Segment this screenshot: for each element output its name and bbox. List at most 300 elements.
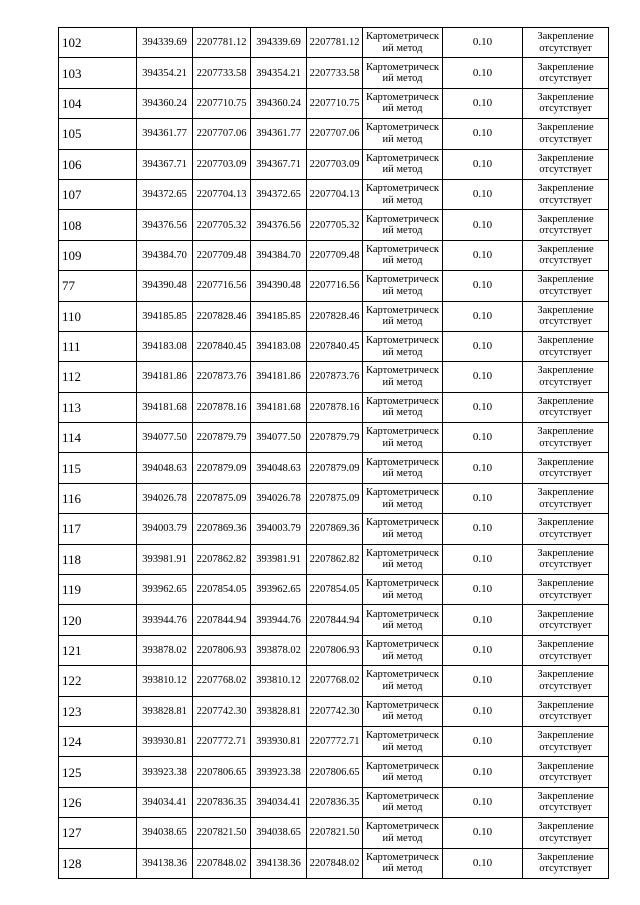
method-text-line1: Картометрическ <box>366 91 439 103</box>
fixation-cell <box>523 119 609 149</box>
fixation-cell <box>523 575 609 605</box>
fixation-text-line1: Закрепление <box>537 547 594 559</box>
x-coordinate-new-cell: 394026.78 <box>251 483 307 513</box>
method-cell <box>363 605 443 635</box>
table-row <box>59 331 609 361</box>
method-text-line2: ий метод <box>382 680 423 692</box>
point-number-cell: 113 <box>59 392 137 422</box>
x-coordinate-cell: 393930.81 <box>137 726 193 756</box>
fixation-cell <box>523 818 609 848</box>
method-cell <box>363 483 443 513</box>
accuracy-cell: 0.10 <box>443 210 523 240</box>
table-row <box>59 818 609 848</box>
y-coordinate-new-cell: 2207768.02 <box>307 666 363 696</box>
point-number-cell: 118 <box>59 544 137 574</box>
x-coordinate-cell: 393981.91 <box>137 544 193 574</box>
y-coordinate-new-cell: 2207875.09 <box>307 483 363 513</box>
accuracy-cell: 0.10 <box>443 605 523 635</box>
fixation-cell <box>523 423 609 453</box>
fixation-cell <box>523 787 609 817</box>
y-coordinate-cell: 2207836.35 <box>193 787 251 817</box>
method-text-line2: ий метод <box>382 437 423 449</box>
method-text-line2: ий метод <box>382 225 423 237</box>
method-cell <box>363 544 443 574</box>
method-text-line2: ий метод <box>382 468 423 480</box>
x-coordinate-cell: 393923.38 <box>137 757 193 787</box>
method-text-line1: Картометрическ <box>366 578 439 590</box>
method-text-line2: ий метод <box>382 42 423 54</box>
y-coordinate-cell: 2207768.02 <box>193 666 251 696</box>
y-coordinate-cell: 2207869.36 <box>193 514 251 544</box>
table-row <box>59 483 609 513</box>
accuracy-cell: 0.10 <box>443 848 523 878</box>
method-text-line1: Картометрическ <box>366 152 439 164</box>
method-text-line2: ий метод <box>382 164 423 176</box>
y-coordinate-new-cell: 2207828.46 <box>307 301 363 331</box>
fixation-text-line2: отсутствует <box>539 316 592 328</box>
y-coordinate-new-cell: 2207705.32 <box>307 210 363 240</box>
accuracy-cell: 0.10 <box>443 635 523 665</box>
fixation-text-line2: отсутствует <box>539 589 592 601</box>
x-coordinate-new-cell: 394138.36 <box>251 848 307 878</box>
method-text-line1: Картометрическ <box>366 790 439 802</box>
method-text-line1: Картометрическ <box>366 608 439 620</box>
y-coordinate-new-cell: 2207733.58 <box>307 58 363 88</box>
fixation-cell <box>523 149 609 179</box>
point-number-cell: 123 <box>59 696 137 726</box>
fixation-text-line1: Закрепление <box>537 426 594 438</box>
y-coordinate-cell: 2207733.58 <box>193 58 251 88</box>
point-number-cell: 124 <box>59 726 137 756</box>
x-coordinate-new-cell: 394038.65 <box>251 818 307 848</box>
y-coordinate-new-cell: 2207854.05 <box>307 575 363 605</box>
point-number-cell: 106 <box>59 149 137 179</box>
table-row <box>59 453 609 483</box>
x-coordinate-cell: 394003.79 <box>137 514 193 544</box>
accuracy-cell: 0.10 <box>443 331 523 361</box>
fixation-text-line1: Закрепление <box>537 213 594 225</box>
fixation-cell <box>523 392 609 422</box>
fixation-cell <box>523 635 609 665</box>
x-coordinate-new-cell: 394181.86 <box>251 362 307 392</box>
accuracy-cell: 0.10 <box>443 271 523 301</box>
method-cell <box>363 210 443 240</box>
y-coordinate-new-cell: 2207704.13 <box>307 179 363 209</box>
fixation-text-line2: отсутствует <box>539 832 592 844</box>
method-text-line1: Картометрическ <box>366 304 439 316</box>
method-text-line2: ий метод <box>382 559 423 571</box>
point-number-cell: 104 <box>59 88 137 118</box>
table-body <box>59 28 609 879</box>
method-text-line2: ий метод <box>382 498 423 510</box>
y-coordinate-cell: 2207844.94 <box>193 605 251 635</box>
x-coordinate-cell: 394367.71 <box>137 149 193 179</box>
fixation-cell <box>523 88 609 118</box>
y-coordinate-new-cell: 2207772.71 <box>307 726 363 756</box>
fixation-text-line1: Закрепление <box>537 517 594 529</box>
point-number-cell: 102 <box>59 28 137 58</box>
fixation-text-line2: отсутствует <box>539 802 592 814</box>
y-coordinate-new-cell: 2207821.50 <box>307 818 363 848</box>
method-cell <box>363 88 443 118</box>
fixation-cell <box>523 726 609 756</box>
point-number-cell: 127 <box>59 818 137 848</box>
point-number-cell: 128 <box>59 848 137 878</box>
fixation-text-line1: Закрепление <box>537 669 594 681</box>
method-cell <box>363 271 443 301</box>
table-row <box>59 210 609 240</box>
table-row <box>59 28 609 58</box>
accuracy-cell: 0.10 <box>443 453 523 483</box>
table-row <box>59 240 609 270</box>
y-coordinate-new-cell: 2207709.48 <box>307 240 363 270</box>
fixation-text-line1: Закрепление <box>537 122 594 134</box>
y-coordinate-new-cell: 2207716.56 <box>307 271 363 301</box>
method-cell <box>363 726 443 756</box>
point-number-cell: 122 <box>59 666 137 696</box>
x-coordinate-new-cell: 394339.69 <box>251 28 307 58</box>
accuracy-cell: 0.10 <box>443 757 523 787</box>
fixation-text-line2: отсутствует <box>539 680 592 692</box>
y-coordinate-cell: 2207716.56 <box>193 271 251 301</box>
fixation-cell <box>523 666 609 696</box>
table-row <box>59 301 609 331</box>
y-coordinate-new-cell: 2207806.65 <box>307 757 363 787</box>
point-number-cell: 116 <box>59 483 137 513</box>
table-row <box>59 787 609 817</box>
method-text-line1: Картометрическ <box>366 517 439 529</box>
accuracy-cell: 0.10 <box>443 818 523 848</box>
accuracy-cell: 0.10 <box>443 301 523 331</box>
table-row <box>59 88 609 118</box>
point-number-cell: 117 <box>59 514 137 544</box>
table-row <box>59 605 609 635</box>
method-text-line1: Картометрическ <box>366 213 439 225</box>
method-text-line1: Картометрическ <box>366 639 439 650</box>
fixation-text-line2: отсутствует <box>539 772 592 784</box>
fixation-text-line2: отсутствует <box>539 133 592 145</box>
fixation-text-line2: отсутствует <box>539 285 592 297</box>
fixation-text-line2: отсутствует <box>539 711 592 723</box>
fixation-text-line2: отсутствует <box>539 255 592 267</box>
y-coordinate-cell: 2207848.02 <box>193 848 251 878</box>
method-cell <box>363 575 443 605</box>
table-row <box>59 666 609 696</box>
method-cell <box>363 848 443 878</box>
y-coordinate-cell: 2207707.06 <box>193 119 251 149</box>
fixation-text-line1: Закрепление <box>537 790 594 802</box>
x-coordinate-cell: 394026.78 <box>137 483 193 513</box>
x-coordinate-new-cell: 394077.50 <box>251 423 307 453</box>
y-coordinate-new-cell: 2207862.82 <box>307 544 363 574</box>
method-text-line2: ий метод <box>382 589 423 601</box>
method-text-line2: ий метод <box>382 802 423 814</box>
point-number-cell: 108 <box>59 210 137 240</box>
accuracy-cell: 0.10 <box>443 240 523 270</box>
table-row <box>59 423 609 453</box>
method-text-line1: Картометрическ <box>366 669 439 681</box>
y-coordinate-cell: 2207772.71 <box>193 726 251 756</box>
y-coordinate-cell: 2207704.13 <box>193 179 251 209</box>
table-row <box>59 726 609 756</box>
accuracy-cell: 0.10 <box>443 575 523 605</box>
fixation-text-line1: Закрепление <box>537 365 594 377</box>
method-text-line2: ий метод <box>382 194 423 206</box>
fixation-cell <box>523 301 609 331</box>
method-text-line1: Картометрическ <box>366 699 439 711</box>
table-row <box>59 544 609 574</box>
method-text-line2: ий метод <box>382 863 423 875</box>
y-coordinate-cell: 2207828.46 <box>193 301 251 331</box>
accuracy-cell: 0.10 <box>443 149 523 179</box>
fixation-text-line2: отсутствует <box>539 407 592 419</box>
method-cell <box>363 179 443 209</box>
method-text-line2: ий метод <box>382 832 423 844</box>
y-coordinate-new-cell: 2207742.30 <box>307 696 363 726</box>
y-coordinate-new-cell: 2207781.12 <box>307 28 363 58</box>
method-cell <box>363 392 443 422</box>
fixation-text-line2: отсутствует <box>539 528 592 540</box>
method-text-line1: Картометрическ <box>366 365 439 377</box>
fixation-text-line1: Закрепление <box>537 61 594 73</box>
y-coordinate-cell: 2207879.79 <box>193 423 251 453</box>
x-coordinate-new-cell: 394361.77 <box>251 119 307 149</box>
accuracy-cell: 0.10 <box>443 179 523 209</box>
method-cell <box>363 787 443 817</box>
fixation-text-line2: отсутствует <box>539 376 592 388</box>
y-coordinate-cell: 2207742.30 <box>193 696 251 726</box>
y-coordinate-cell: 2207709.48 <box>193 240 251 270</box>
y-coordinate-new-cell: 2207869.36 <box>307 514 363 544</box>
fixation-text-line2: отсутствует <box>539 164 592 176</box>
method-cell <box>363 696 443 726</box>
method-cell <box>363 453 443 483</box>
x-coordinate-new-cell: 393981.91 <box>251 544 307 574</box>
x-coordinate-cell: 394034.41 <box>137 787 193 817</box>
fixation-text-line2: отсутствует <box>539 73 592 85</box>
fixation-text-line2: отсутствует <box>539 194 592 206</box>
accuracy-cell: 0.10 <box>443 392 523 422</box>
table-row <box>59 392 609 422</box>
accuracy-cell: 0.10 <box>443 514 523 544</box>
table-row <box>59 271 609 301</box>
method-cell <box>363 301 443 331</box>
x-coordinate-new-cell: 393962.65 <box>251 575 307 605</box>
method-text-line2: ий метод <box>382 650 423 662</box>
method-cell <box>363 58 443 88</box>
y-coordinate-new-cell: 2207879.09 <box>307 453 363 483</box>
fixation-text-line2: отсутствует <box>539 650 592 662</box>
method-text-line2: ий метод <box>382 285 423 297</box>
y-coordinate-cell: 2207821.50 <box>193 818 251 848</box>
accuracy-cell: 0.10 <box>443 666 523 696</box>
x-coordinate-new-cell: 394390.48 <box>251 271 307 301</box>
x-coordinate-new-cell: 393810.12 <box>251 666 307 696</box>
method-text-line2: ий метод <box>382 620 423 632</box>
table-row <box>59 179 609 209</box>
table-row <box>59 514 609 544</box>
y-coordinate-cell: 2207806.93 <box>193 635 251 665</box>
fixation-text-line1: Закрепление <box>537 578 594 590</box>
accuracy-cell: 0.10 <box>443 362 523 392</box>
fixation-text-line2: отсутствует <box>539 225 592 237</box>
point-number-cell: 115 <box>59 453 137 483</box>
point-number-cell: 126 <box>59 787 137 817</box>
method-text-line2: ий метод <box>382 255 423 267</box>
method-text-line1: Картометрическ <box>366 274 439 286</box>
method-text-line2: ий метод <box>382 346 423 358</box>
method-cell <box>363 514 443 544</box>
x-coordinate-new-cell: 394360.24 <box>251 88 307 118</box>
x-coordinate-new-cell: 393923.38 <box>251 757 307 787</box>
fixation-text-line2: отсутствует <box>539 346 592 358</box>
y-coordinate-new-cell: 2207879.79 <box>307 423 363 453</box>
fixation-text-line1: Закрепление <box>537 243 594 255</box>
fixation-text-line2: отсутствует <box>539 741 592 753</box>
x-coordinate-cell: 394181.68 <box>137 392 193 422</box>
point-number-cell: 112 <box>59 362 137 392</box>
accuracy-cell: 0.10 <box>443 544 523 574</box>
x-coordinate-cell: 394038.65 <box>137 818 193 848</box>
fixation-cell <box>523 58 609 88</box>
method-text-line2: ий метод <box>382 73 423 85</box>
x-coordinate-cell: 394077.50 <box>137 423 193 453</box>
x-coordinate-new-cell: 393828.81 <box>251 696 307 726</box>
method-text-line1: Картометрическ <box>366 851 439 863</box>
fixation-cell <box>523 210 609 240</box>
x-coordinate-cell: 394185.85 <box>137 301 193 331</box>
method-text-line1: Картометрическ <box>366 760 439 772</box>
x-coordinate-cell: 394360.24 <box>137 88 193 118</box>
x-coordinate-cell: 394354.21 <box>137 58 193 88</box>
x-coordinate-cell: 394372.65 <box>137 179 193 209</box>
y-coordinate-new-cell: 2207806.93 <box>307 635 363 665</box>
y-coordinate-cell: 2207879.09 <box>193 453 251 483</box>
accuracy-cell: 0.10 <box>443 58 523 88</box>
method-text-line1: Картометрическ <box>366 31 439 43</box>
fixation-text-line1: Закрепление <box>537 395 594 407</box>
point-number-cell: 107 <box>59 179 137 209</box>
fixation-text-line1: Закрепление <box>537 304 594 316</box>
method-text-line1: Картометрическ <box>366 426 439 438</box>
table-row <box>59 58 609 88</box>
point-number-cell: 109 <box>59 240 137 270</box>
y-coordinate-cell: 2207840.45 <box>193 331 251 361</box>
fixation-text-line1: Закрепление <box>537 487 594 499</box>
fixation-text-line1: Закрепление <box>537 31 594 43</box>
y-coordinate-cell: 2207875.09 <box>193 483 251 513</box>
method-text-line1: Картометрическ <box>366 456 439 468</box>
fixation-text-line1: Закрепление <box>537 608 594 620</box>
point-number-cell: 103 <box>59 58 137 88</box>
x-coordinate-cell: 393878.02 <box>137 635 193 665</box>
accuracy-cell: 0.10 <box>443 28 523 58</box>
method-cell <box>363 666 443 696</box>
method-cell <box>363 757 443 787</box>
fixation-text-line1: Закрепление <box>537 183 594 195</box>
point-number-cell: 105 <box>59 119 137 149</box>
method-cell <box>363 635 443 665</box>
fixation-cell <box>523 696 609 726</box>
x-coordinate-new-cell: 393930.81 <box>251 726 307 756</box>
fixation-text-line2: отсутствует <box>539 468 592 480</box>
method-text-line2: ий метод <box>382 376 423 388</box>
accuracy-cell: 0.10 <box>443 119 523 149</box>
table-row <box>59 696 609 726</box>
table-row <box>59 848 609 878</box>
x-coordinate-cell: 393944.76 <box>137 605 193 635</box>
x-coordinate-new-cell: 394181.68 <box>251 392 307 422</box>
y-coordinate-new-cell: 2207836.35 <box>307 787 363 817</box>
accuracy-cell: 0.10 <box>443 483 523 513</box>
fixation-cell <box>523 453 609 483</box>
method-text-line1: Картометрическ <box>366 243 439 255</box>
method-text-line2: ий метод <box>382 103 423 115</box>
table-row <box>59 575 609 605</box>
x-coordinate-new-cell: 394183.08 <box>251 331 307 361</box>
fixation-cell <box>523 605 609 635</box>
fixation-cell <box>523 331 609 361</box>
x-coordinate-cell: 394390.48 <box>137 271 193 301</box>
fixation-text-line2: отсутствует <box>539 620 592 632</box>
y-coordinate-cell: 2207854.05 <box>193 575 251 605</box>
accuracy-cell: 0.10 <box>443 696 523 726</box>
method-cell <box>363 119 443 149</box>
y-coordinate-new-cell: 2207878.16 <box>307 392 363 422</box>
method-text-line2: ий метод <box>382 741 423 753</box>
x-coordinate-new-cell: 394185.85 <box>251 301 307 331</box>
y-coordinate-cell: 2207873.76 <box>193 362 251 392</box>
x-coordinate-new-cell: 394048.63 <box>251 453 307 483</box>
accuracy-cell: 0.10 <box>443 787 523 817</box>
fixation-text-line1: Закрепление <box>537 699 594 711</box>
method-text-line2: ий метод <box>382 711 423 723</box>
fixation-text-line1: Закрепление <box>537 335 594 347</box>
x-coordinate-cell: 394384.70 <box>137 240 193 270</box>
point-number-cell: 121 <box>59 635 137 665</box>
x-coordinate-cell: 394339.69 <box>137 28 193 58</box>
y-coordinate-cell: 2207862.82 <box>193 544 251 574</box>
point-number-cell: 77 <box>59 271 137 301</box>
x-coordinate-new-cell: 393944.76 <box>251 605 307 635</box>
x-coordinate-new-cell: 394384.70 <box>251 240 307 270</box>
x-coordinate-cell: 394183.08 <box>137 331 193 361</box>
method-text-line1: Картометрическ <box>366 122 439 134</box>
x-coordinate-cell: 394361.77 <box>137 119 193 149</box>
table-row <box>59 362 609 392</box>
method-text-line1: Картометрическ <box>366 487 439 499</box>
method-cell <box>363 331 443 361</box>
point-number-cell: 114 <box>59 423 137 453</box>
x-coordinate-cell: 393828.81 <box>137 696 193 726</box>
fixation-cell <box>523 362 609 392</box>
table-row <box>59 149 609 179</box>
coordinates-table <box>58 27 609 879</box>
method-cell <box>363 423 443 453</box>
method-text-line1: Картометрическ <box>366 821 439 833</box>
x-coordinate-new-cell: 394367.71 <box>251 149 307 179</box>
x-coordinate-new-cell: 394372.65 <box>251 179 307 209</box>
method-text-line2: ий метод <box>382 133 423 145</box>
method-text-line2: ий метод <box>382 772 423 784</box>
table-row <box>59 635 609 665</box>
method-text-line1: Картометрическ <box>366 547 439 559</box>
fixation-text-line1: Закрепление <box>537 639 594 650</box>
point-number-cell: 125 <box>59 757 137 787</box>
fixation-text-line1: Закрепление <box>537 760 594 772</box>
table-row <box>59 757 609 787</box>
x-coordinate-cell: 394376.56 <box>137 210 193 240</box>
